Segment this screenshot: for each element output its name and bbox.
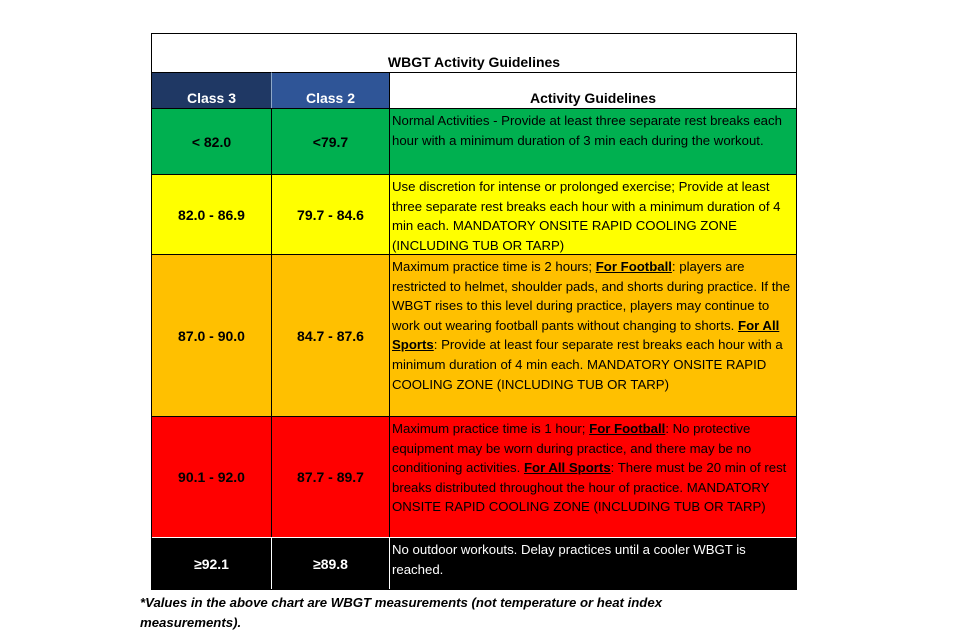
table-row-red [152,416,796,537]
class2-value: <79.7 [272,108,390,174]
wbgt-guidelines-table [151,33,797,590]
for-all-sports-label: For All Sports [392,317,780,353]
class3-value: 82.0 - 86.9 [152,174,272,254]
class3-value: ≥92.1 [152,537,272,589]
table-title: WBGT Activity Guidelines [387,54,561,70]
class2-value: 87.7 - 89.7 [272,416,390,537]
guideline-text-part: : players are restricted to helmet, shoulder pads, and shorts during practice. If the WBGT rises to this level during practice, players may continue to work out wearing football pants without changing to shorts. [392,259,791,333]
table-row-yellow [152,174,796,254]
guideline-text-part: : No protective equipment may be worn during practice, and there may be no conditioning activities. [392,421,752,476]
for-football-label: For Football [589,421,666,436]
class3-value: < 82.0 [152,108,272,174]
guideline-text [390,254,796,416]
header-class2: Class 2 [272,72,390,108]
guideline-text-part: Maximum practice time is 1 hour; [392,421,590,436]
header-activity-guidelines: Activity Guidelines [390,72,796,108]
header-row [152,72,796,108]
class2-value: ≥89.8 [272,537,390,589]
guideline-text: Use discretion for intense or prolonged exercise; Provide at least three separate rest breaks each hour with a minimum duration of 4 min each. MANDATORY ONSITE RAPID COOLING ZONE (INCLUDING TUB OR TARP) [390,174,796,254]
guideline-text: No outdoor workouts. Delay practices until a cooler WBGT is reached. [390,537,796,589]
guideline-text-part: : There must be 20 min of rest breaks distributed throughout the hour of practice. MANDATORY ONSITE RAPID COOLING ZONE (INCLUDING TUB OR TARP) [392,460,787,515]
table-row-orange [152,254,796,416]
class3-value: 90.1 - 92.0 [152,416,272,537]
guideline-text-part: Maximum practice time is 2 hours; [392,259,596,274]
table-row-black [152,537,796,589]
class2-value: 84.7 - 87.6 [272,254,390,416]
class2-value: 79.7 - 84.6 [272,174,390,254]
class3-value: 87.0 - 90.0 [152,254,272,416]
header-class3: Class 3 [152,72,272,108]
table-row-green [152,108,796,174]
guideline-text-part: : Provide at least four separate rest breaks each hour with a minimum duration of 4 min each. MANDATORY ONSITE RAPID COOLING ZONE (INCLUDING TUB OR TARP) [392,337,783,392]
for-all-sports-label: For All Sports [523,460,611,476]
guideline-text: Normal Activities - Provide at least three separate rest breaks each hour with a minimum duration of 3 min each during the workout. [390,108,796,174]
guideline-text [390,416,796,537]
footnote: *Values in the above chart are WBGT measurements (not temperature or heat index measurements). [140,595,663,630]
for-football-label: For Football [595,259,672,274]
